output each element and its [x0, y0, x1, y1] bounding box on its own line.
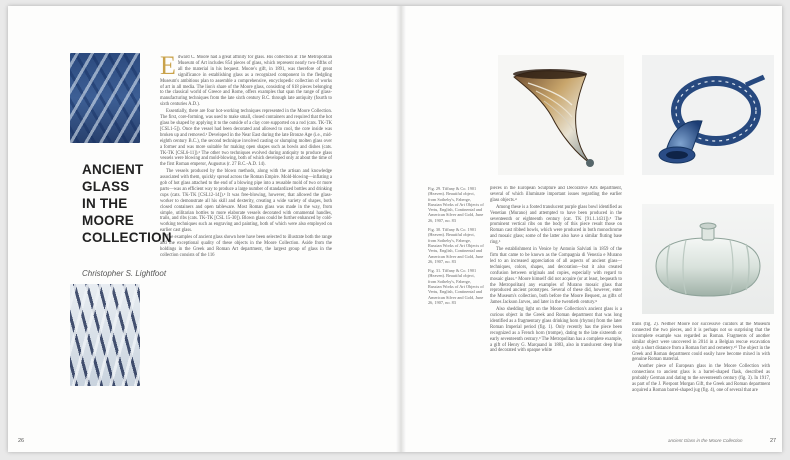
paragraph: Another piece of European glass in the Moore Collection with connections to ancient glass is a barrel-shaped flask, described as probably German and dating to the seventeenth century (fig. 3). In 1917, as part of the J. Pierpont Morgan Gift, the Greek and Roman department acquired a Roman barrel-shaped jug (fig. 4), one of several that are — [632, 364, 770, 393]
drop-cap: E — [160, 55, 176, 80]
body-column-right — [632, 322, 770, 436]
paragraph: Essentially, there are four hot-working techniques represented in the Moore Collection. The first, core-forming, was used to make small, closed containers and required that the hot glass be shaped by applying it to the outside of a clay core supported on a rod (cats. TK-TK [CSL1-5]). Once the vessel had been decorated and allowed to cool, the core inside was broken up and removed.¹ Developed in the Near East during the late Bronze Age (i.e., mid-eighth century B.C.), the second technique involved casting or slumping molten glass over a former and was more suitable for making open shapes such as bowls and dishes (cats. TK-TK [CSL6-11]).² The other two techniques evolved during antiquity to produce glass vessels were blowing and mold-blowing, both of which developed only at about the time of the first Roman emperor, Augustus (r. 27 B.C.-A.D. 14). — [160, 109, 332, 168]
title-line: COLLECTION — [82, 230, 172, 245]
title-line: IN THE — [82, 196, 128, 211]
paragraph: The examples of ancient glass shown here have been selected to illustrate both the range and the exceptional quality of these objects in the Moore Collection. Aside from the holdings in the Greek and Roman Art department, the largest group of glass in the collection consists of the 116 — [160, 235, 332, 258]
photo-barrel-flask — [642, 204, 774, 314]
body-column-left — [160, 55, 332, 425]
caption-fig-29: Fig. 29. Tiffany & Co. 1901 (Heaven). Beautiful object, from Sotheby's, Faberge, Russian Works of Art Objects of Vertu, English, Continental and American Silver and Gold, June 26, 1907, no. 83 — [428, 186, 484, 223]
title-line: GLASS — [82, 179, 130, 194]
article-author: Christopher S. Lightfoot — [82, 269, 167, 278]
page-number-left: 26 — [18, 438, 25, 444]
paragraph: The vessels produced by the blown methods, along with the artisan and knowledge associated with them, quickly spread across the Roman Empire. Mold-blowing—inflating a gob of hot glass attached to the end of a blowing pipe into a reusable mold of two or more parts—was an efficient way to produce a large number of standardized bottles and drinking cups (cats. TK-TK [CSL12-14]).³ It was free-blowing, however, that allowed the glass-worker to demonstrate all his skill and dexterity, creating a wide variety of shapes, both closed containers and open tableware. Most Roman glass was made in the way, from simple, utilitarian bottles to more elaborate vessels decorated with ornamental handles, trails, and ribs (cats. TK-TK [CSL 15-30]). Blown glass could be further enhanced by cold-working techniques such as engraving and painting, both of which were also employed on earlier cast glass. — [160, 169, 332, 234]
page-number-right: 27 — [770, 438, 777, 444]
paragraph: The establishment in Venice by Antonio Salviati in 1859 of the firm that came to be known as the Compagnia di Venezia e Murano led to an increased appreciation of all aspects of ancient glass—techniques, colors, shapes, and decoration—but it also created confusion between originals and copies, especially with regard to mosaic glass.⁷ Moore himself did not acquire (or at least, bequeath to the Metropolitan) any examples of Murano mosaic glass that reproduced ancient prototypes. Several of these did, however, enter the Museum's collection, both before the Moore Bequest, as gifts of James Jackson Jarves, and later in the twentieth century.⁸ — [490, 247, 622, 306]
glass-detail-photo-bottom — [70, 284, 140, 386]
title-line: MOORE — [82, 213, 135, 228]
article-title — [82, 161, 172, 246]
photo-glass-horn — [498, 55, 624, 175]
paragraph: Among these is a footed translucent purple glass bowl identified as Venetian (Murano) and attempted to have been produced in the seventeenth or eighteenth century (cat. TK [91.1.1431]).⁵ The prominent vertical ribs on the body of this piece result those on Roman cast ribbed bowls, which were produced in both monochrome and mosaic glass; some of the latter also have a similar fluting base ring.⁶ — [490, 204, 622, 246]
caption-fig-30: Fig. 30. Tiffany & Co. 1901 (Heaven). Beautiful object, from Sotheby's, Faberge, Russian Works of Art Objects of Vertu, English, Continental and American Silver and Gold, June 26, 1907, no. 83 — [428, 227, 484, 264]
paragraph: dward C. Moore had a great affinity for glass. His collection at The Metropolitan Museum of Art includes 854 pieces of glass, which represent nearly two-fifths of all the material in his bequest. Moore's gift, in 1891, was therefore of great significance in establishing glass as a recognized component in the fledgling Museum's ambitious plan to assemble a comprehensive, encyclopedic collection of works of art in all media. The lion's share of the Moore glass, consisting of 618 pieces belonging to the classical world of Greece and Rome, offers examples that span the range of glass-manufacturing techniques from the late sixth century B.C. through late antiquity (fourth to sixth centuries A.D.). — [160, 55, 332, 108]
caption-fig-31: Fig. 31. Tiffany & Co. 1901 (Heaven). Beautiful object, from Sotheby's, Faberge, Russian Works of Art Objects of Vertu, English, Continental and American Silver and Gold, June 26, 1907, no. 83 — [428, 268, 484, 305]
barrel-flask-illustration — [642, 204, 774, 314]
glass-horn-illustration — [498, 55, 624, 175]
paragraph: trails (fig. 2). Neither Moore nor successive curators at the Museum connected the two pieces, and it is perhaps not so surprising that the incomplete example was regarded as Roman. Fragments of another similar object were uncovered in 2014 in a Belgian rescue excavation only a short distance from a Roman fort and cemetery.¹⁰ The object in the Greek and Roman department could easily have become mixed in with genuine Roman material. — [632, 322, 770, 363]
body-column-middle — [490, 186, 622, 444]
blue-trompe-illustration — [642, 55, 774, 175]
running-footer: ancient Glass in the Moore Collection — [668, 438, 743, 443]
paragraph: pieces in the European Sculpture and Decorative Arts department, several of which illuminate important issues regarding the earlier glass objects.⁴ — [490, 186, 622, 203]
figure-captions — [428, 186, 484, 306]
photo-blue-trompe — [642, 55, 774, 175]
glass-detail-photo-top — [70, 53, 140, 143]
paragraph: Also shedding light on the Moore Collection's ancient glass is a curious object in the Greek and Roman department that was long identified as a fragmentary glass drinking horn (rhyton) from the later Roman Imperial period (fig. 1). Only recently has the piece been recognized as a French horn (trompe), dating to the late sixteenth or early seventeenth century.⁹ The Metropolitan has a complete example, a gift of Henry G. Marquand in 1883, also in translucent deep blue and decorated with opaque white — [490, 307, 622, 354]
book-spread — [8, 6, 782, 452]
title-line: ANCIENT — [82, 162, 144, 177]
page-gutter — [396, 6, 406, 452]
